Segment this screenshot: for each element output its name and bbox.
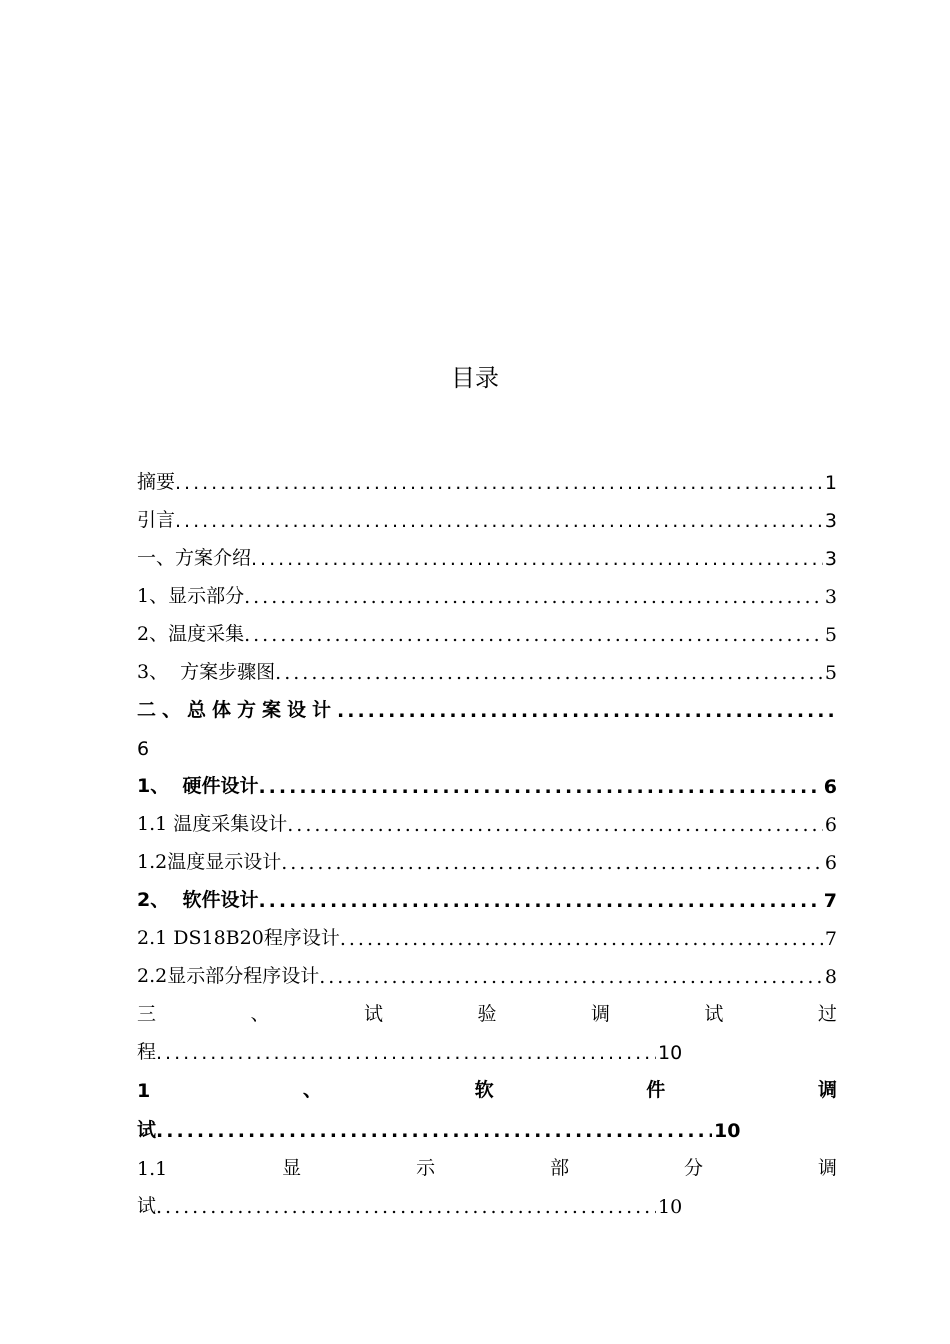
toc-entry-cont[interactable]: 试 ..... 10	[137, 1104, 837, 1142]
toc-entry[interactable]: 摘要 ..... 1	[137, 456, 837, 494]
toc-entry[interactable]: 3、 方案步骤图 ..... 5	[137, 646, 837, 684]
toc-entry-cont[interactable]: 试 ..... 10	[137, 1180, 837, 1218]
toc-entry[interactable]: 二、总体方案设计 .....	[137, 684, 837, 722]
toc-entry-cont[interactable]: 程 ..... 10	[137, 1026, 837, 1064]
toc-entry[interactable]: 1.1 温度采集设计 ..... 6	[137, 798, 837, 836]
toc-entry[interactable]: 1、 硬件设计 ..... 6	[137, 760, 837, 798]
toc-entry-page: 6	[137, 738, 150, 760]
toc-entry[interactable]: 2.2显示部分程序设计 ..... 8	[137, 950, 837, 988]
toc-entry[interactable]: 三 、 试 验 调 试 过	[137, 1003, 837, 1025]
toc-entry[interactable]: 2、 软件设计 ..... 7	[137, 874, 837, 912]
toc-entry[interactable]: 一、方案介绍 ..... 3	[137, 532, 837, 570]
toc-entry[interactable]: 1.2温度显示设计 ..... 6	[137, 836, 837, 874]
toc-entry[interactable]: 2.1 DS18B20程序设计 ..... 7	[137, 912, 837, 950]
toc-entry[interactable]: 2、温度采集 ..... 5	[137, 608, 837, 646]
toc-entry[interactable]: 引言 ..... 3	[137, 494, 837, 532]
toc-entry[interactable]: 1 、 软 件 调	[137, 1079, 837, 1102]
toc-title: 目录	[451, 364, 499, 392]
toc-entry[interactable]: 1、显示部分 ..... 3	[137, 570, 837, 608]
toc-entry[interactable]: 1.1 显 示 部 分 调	[137, 1157, 837, 1180]
